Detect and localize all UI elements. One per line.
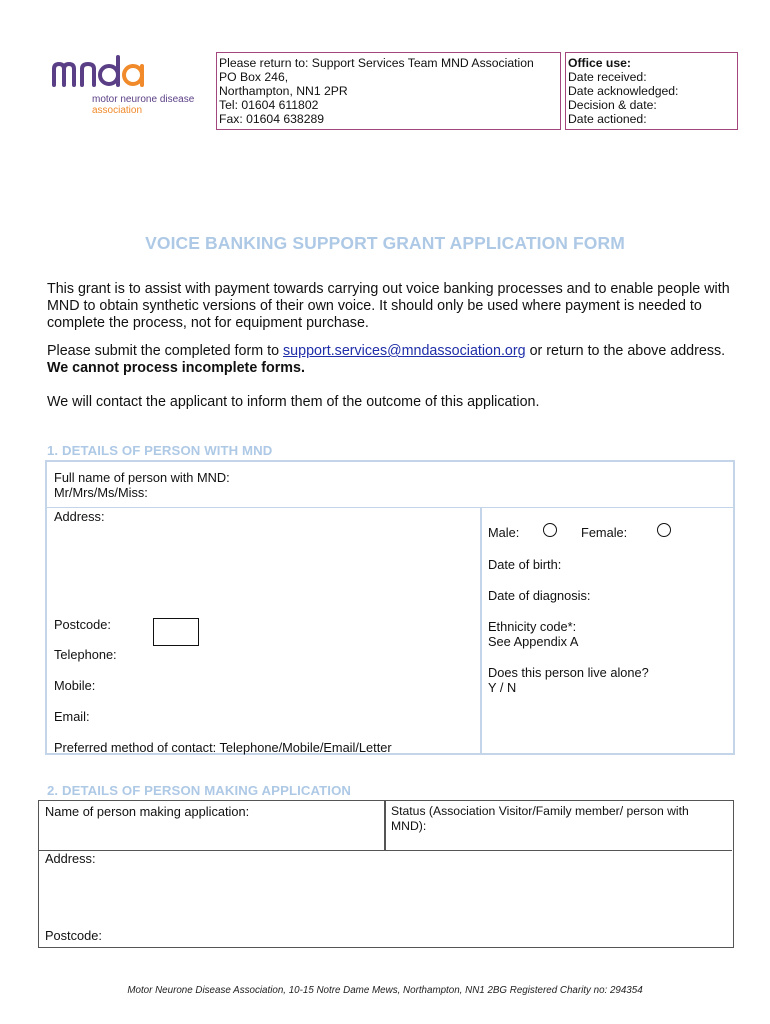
email-label: Email:: [54, 709, 90, 724]
p2-after: or return to the above address.: [525, 343, 726, 359]
p2-before: Please submit the completed form to: [47, 343, 284, 359]
p2-warning: We cannot process incomplete forms.: [47, 360, 305, 376]
female-label: Female:: [581, 525, 628, 540]
page-footer: Motor Neurone Disease Association, 10-15 Notre Dame Mews, Northampton, NN1 2BG Registered Charity no: 294354: [127, 985, 643, 996]
telephone-label: Telephone:: [54, 647, 117, 662]
postcode-input[interactable]: [153, 618, 199, 646]
mnda-logo: [50, 55, 210, 120]
section1-heading: 1. DETAILS OF PERSON WITH MND: [47, 443, 273, 458]
office-date-received: Date received:: [568, 70, 647, 84]
full-name-label: Full name of person with MND:: [54, 470, 230, 485]
live-alone-label: Does this person live alone?: [488, 665, 649, 680]
form-title: VOICE BANKING SUPPORT GRANT APPLICATION FORM: [145, 233, 625, 253]
section1-table: [45, 460, 735, 755]
logo-line2: association: [92, 105, 143, 116]
section2-table: [38, 800, 734, 948]
return-line-3: Northampton, NN1 2PR: [219, 84, 348, 98]
support-email-link[interactable]: support.services@mndassociation.org: [283, 343, 526, 359]
return-line-4: Tel: 01604 611802: [219, 98, 319, 112]
postcode-label: Postcode:: [54, 617, 111, 632]
status-label: Status (Association Visitor/Family member/ person with: [391, 804, 689, 818]
ethnicity-note: See Appendix A: [488, 634, 579, 649]
applicant-postcode-label: Postcode:: [45, 928, 102, 943]
intro-paragraph-2: [47, 343, 737, 377]
return-line-1: Please return to: Support Services Team MND Association: [219, 56, 534, 70]
section1-divider: [480, 508, 482, 753]
live-alone-options: Y / N: [488, 680, 517, 695]
applicant-address-label: Address:: [45, 851, 96, 866]
preferred-contact-label: Preferred method of contact: Telephone/Mobile/Email/Letter: [54, 740, 392, 755]
ethnicity-label: Ethnicity code*:: [488, 619, 577, 634]
status-label-cont: MND):: [391, 819, 427, 833]
logo-line1: motor neurone disease: [92, 94, 195, 105]
male-label: Male:: [488, 525, 520, 540]
office-use-box: [565, 52, 738, 130]
section2-row1: [39, 801, 732, 851]
female-radio[interactable]: [657, 523, 671, 537]
mobile-label: Mobile:: [54, 678, 96, 693]
return-line-2: PO Box 246,: [219, 70, 289, 84]
section2-heading: 2. DETAILS OF PERSON MAKING APPLICATION: [47, 783, 352, 798]
logo-tagline: [92, 94, 194, 116]
diagnosis-label: Date of diagnosis:: [488, 588, 591, 603]
office-decision-date: Decision & date:: [568, 98, 657, 112]
address-label: Address:: [54, 509, 105, 524]
intro-paragraph-1: This grant is to assist with payment towards carrying out voice banking processes and to enable people with MND to obtain synthetic versions of their own voice. It should only be used where payment is needed to complete the process, not for equipment purchase.: [47, 281, 730, 331]
male-radio[interactable]: [543, 523, 557, 537]
office-use-heading: Office use:: [568, 56, 631, 70]
mnda-logo-icon: [50, 55, 210, 95]
applicant-name-label: Name of person making application:: [45, 804, 250, 819]
return-address-box: [216, 52, 561, 130]
intro-paragraph-3: We will contact the applicant to inform them of the outcome of this application.: [47, 394, 540, 410]
title-options-label: Mr/Mrs/Ms/Miss:: [54, 485, 148, 500]
full-name-field[interactable]: [47, 462, 733, 508]
dob-label: Date of birth:: [488, 557, 562, 572]
return-line-5: Fax: 01604 638289: [219, 112, 325, 126]
office-date-acknowledged: Date acknowledged:: [568, 84, 679, 98]
office-date-actioned: Date actioned:: [568, 112, 647, 126]
section2-divider: [384, 801, 386, 851]
